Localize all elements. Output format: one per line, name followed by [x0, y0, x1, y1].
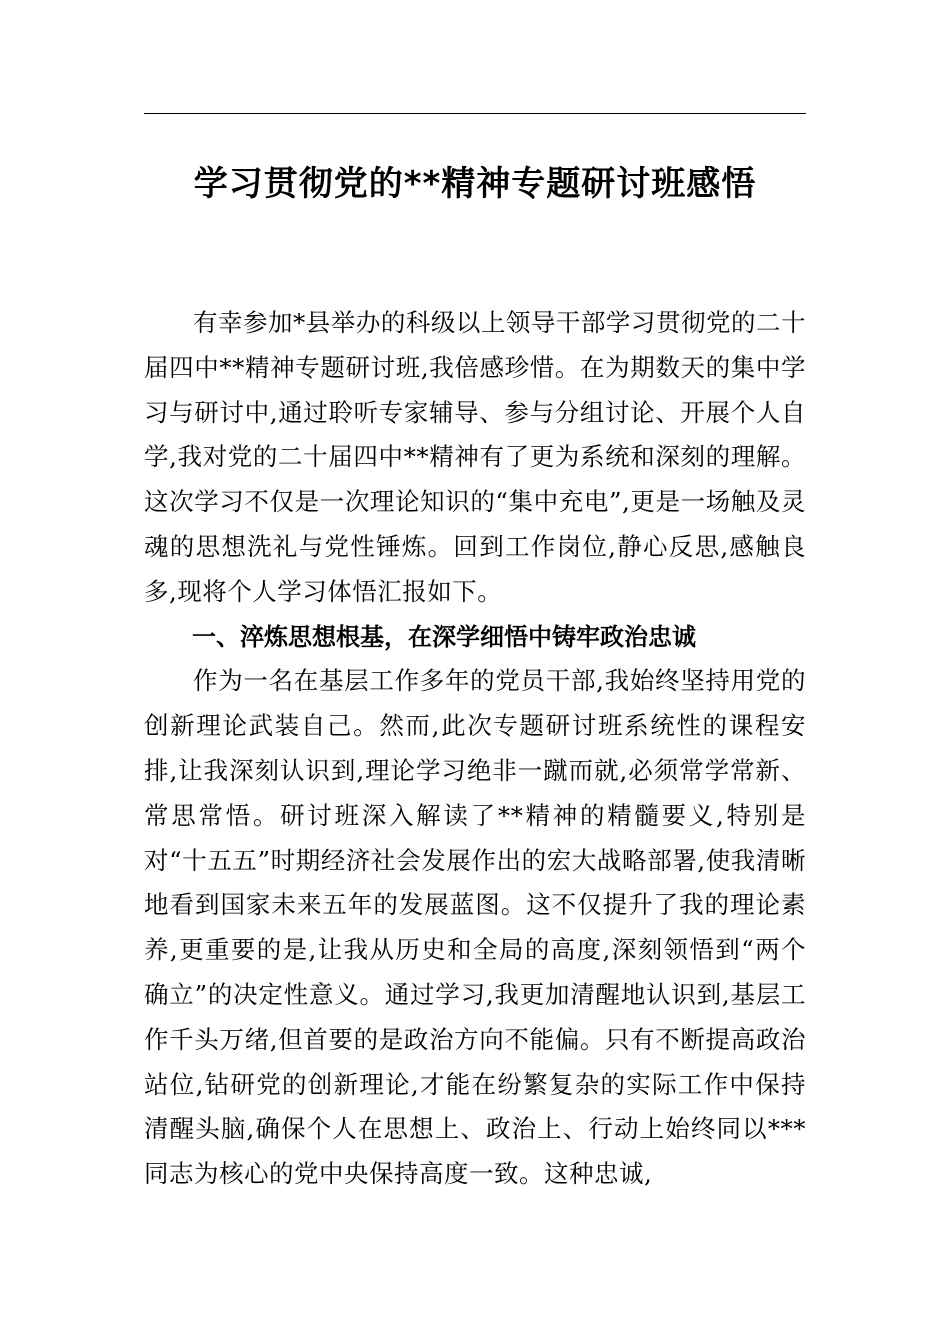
intro-paragraph: 有幸参加*县举办的科级以上领导干部学习贯彻党的二十届四中**精神专题研讨班,我倍感珍惜。在为期数天的集中学习与研讨中,通过聆听专家辅导、参与分组讨论、开展个人自学,我对党的二十届四中**精神有了更为系统和深刻的理解。这次学习不仅是一次理论知识的“集中充电”,更是一场触及灵魂的思想洗礼与党性锤炼。回到工作岗位,静心反思,感触良多,现将个人学习体悟汇报如下。 [144, 308, 806, 606]
section-1-paragraph: 作为一名在基层工作多年的党员干部,我始终坚持用党的创新理论武装自己。然而,此次专题研讨班系统性的课程安排,让我深刻认识到,理论学习绝非一蹴而就,必须常学常新、常思常悟。研讨班深入解读了**精神的精髓要义,特别是对“十五五”时期经济社会发展作出的宏大战略部署,使我清晰地看到国家未来五年的发展蓝图。这不仅提升了我的理论素养,更重要的是,让我从历史和全局的高度,深刻领悟到“两个确立”的决定性意义。通过学习,我更加清醒地认识到,基层工作千头万绪,但首要的是政治方向不能偏。只有不断提高政治站位,钻研党的创新理论,才能在纷繁复杂的实际工作中保持清醒头脑,确保个人在思想上、政治上、行动上始终同以***同志为核心的党中央保持高度一致。这种忠诚, [144, 666, 806, 1189]
document-title: 学习贯彻党的**精神专题研讨班感悟 [193, 164, 757, 204]
section-1-heading: 一、淬炼思想根基，在深学细悟中铸牢政治忠诚 [192, 622, 696, 651]
header-rule [144, 113, 806, 114]
document-body [144, 301, 806, 1197]
